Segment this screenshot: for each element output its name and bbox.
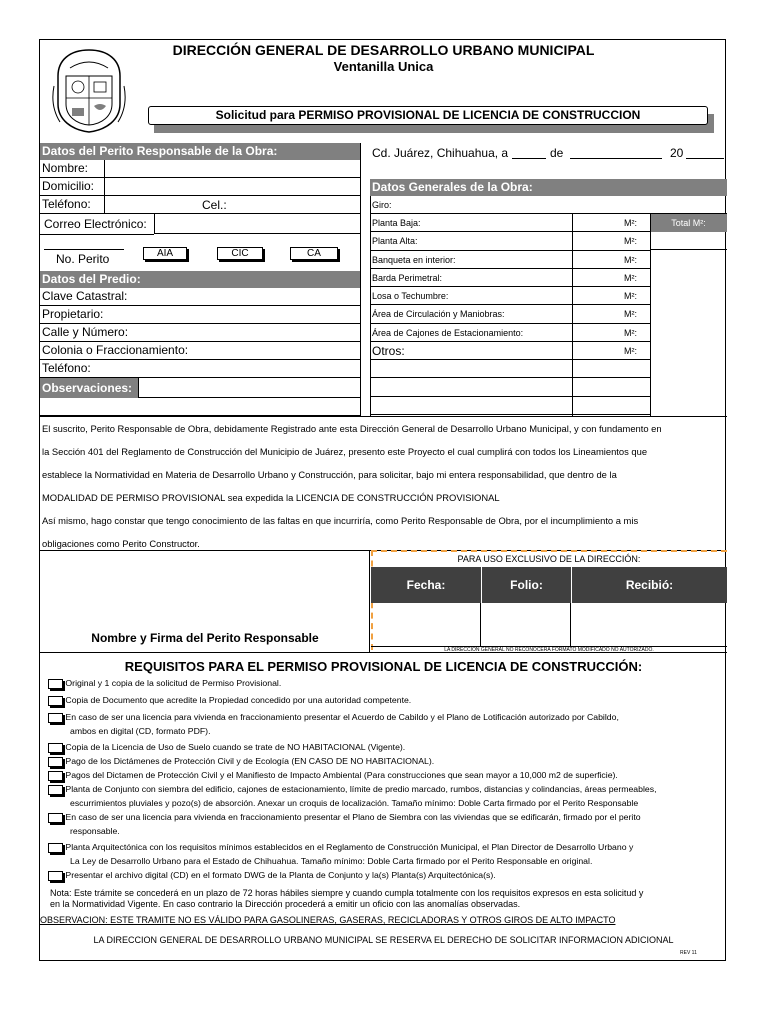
- colonia-label: Colonia o Fraccionamiento:: [42, 343, 189, 357]
- obra-empty-row[interactable]: [370, 378, 650, 396]
- nota-line: en la Normatividad Vigente. En caso contrario la Dirección procederá a emitir un oficio con las anomalías observadas.: [50, 899, 521, 909]
- obra-row[interactable]: [370, 287, 650, 305]
- predio-section-header: Datos del Predio:: [40, 271, 360, 288]
- declaration-line: obligaciones como Perito Constructor.: [42, 538, 200, 549]
- total-m2-field[interactable]: [650, 232, 727, 250]
- declaration: [42, 417, 724, 555]
- domicilio-field[interactable]: [104, 178, 360, 196]
- obra-row-label: Banqueta en interior:: [372, 254, 456, 265]
- requisitos-nota: [50, 888, 726, 910]
- de-label: de: [550, 146, 564, 160]
- obra-row[interactable]: [370, 342, 650, 360]
- checkbox-icon[interactable]: [48, 771, 63, 781]
- day-field[interactable]: [512, 158, 546, 159]
- obra-row-m2-label: M²:: [624, 345, 637, 356]
- correo-label: Correo Electrónico:: [44, 217, 147, 231]
- checkbox-icon[interactable]: [48, 696, 63, 706]
- req-item: [48, 768, 724, 782]
- folio-header: Folio:: [481, 567, 571, 603]
- req-item: [48, 693, 724, 707]
- checkbox-icon[interactable]: [48, 871, 63, 881]
- perito-number-line: [44, 249, 124, 250]
- req-text: Original y 1 copia de la solicitud de Permiso Provisional.: [65, 678, 282, 688]
- obra-row[interactable]: [370, 324, 650, 342]
- req-item: [48, 810, 724, 824]
- declaration-line: establece la Normatividad en Materia de Desarrollo Urbano y Construcción, para solicitar, bajo mi entera responsabilidad, que dentro de la: [42, 469, 617, 480]
- obra-row[interactable]: [370, 251, 650, 269]
- req-continuation: responsable.: [70, 826, 120, 836]
- req-text: Copia de Documento que acredite la Propiedad concedido por una autoridad competente.: [65, 695, 412, 705]
- req-item: [48, 740, 724, 754]
- clave-catastral-field[interactable]: [40, 288, 360, 306]
- req-text: Copia de la Licencia de Uso de Suelo cuando se trate de NO HABITACIONAL (Vigente).: [65, 742, 406, 752]
- predio-telefono-label: Teléfono:: [42, 361, 91, 375]
- req-text: En caso de ser una licencia para vivienda en fraccionamiento presentar el Acuerdo de Cabildo y el Plano de Lotificación autorizado por Cabildo,: [65, 712, 619, 722]
- observaciones-line[interactable]: [40, 398, 360, 416]
- observaciones-field[interactable]: [138, 378, 360, 398]
- folio-field[interactable]: [481, 603, 571, 647]
- nombre-label: Nombre:: [42, 161, 89, 175]
- obra-row-m2-label: M²:: [624, 254, 637, 265]
- signature-label: Nombre y Firma del Perito Responsable: [91, 631, 319, 645]
- obra-row-label: Losa o Techumbre:: [372, 291, 449, 301]
- obra-row-label: Área de Circulación y Maniobras:: [372, 309, 505, 320]
- obra-row-label: Barda Perimetral:: [372, 272, 443, 283]
- cic-checkbox[interactable]: CIC: [217, 247, 263, 260]
- permit-form: [39, 39, 726, 961]
- observacion-note: OBSERVACION: ESTE TRAMITE NO ES VÁLIDO PARA GASOLINERAS, GASERAS, RECICLADORAS Y OTROS GIROS DE ALTO IMPACTO: [40, 915, 616, 925]
- checkbox-icon[interactable]: [48, 757, 63, 767]
- obra-row[interactable]: [370, 269, 650, 287]
- requisitos-list: [48, 676, 724, 882]
- observaciones-label: Observaciones:: [40, 378, 138, 398]
- recibio-header: Recibió:: [571, 567, 727, 603]
- giro-label: Giro:: [372, 200, 392, 210]
- fecha-field[interactable]: [371, 603, 481, 647]
- form-title: Solicitud para PERMISO PROVISIONAL DE LICENCIA DE CONSTRUCCION: [148, 106, 708, 125]
- req-continuation: La Ley de Desarrollo Urbano para el Estado de Chihuahua. Tamaño mínimo: Doble Carta firmado por el Perito Responsable en original.: [70, 856, 593, 866]
- obra-row[interactable]: [370, 214, 650, 232]
- obra-row-label: Planta Alta:: [372, 236, 418, 247]
- revision-label: REV 11: [680, 950, 697, 956]
- divider: [40, 234, 154, 235]
- req-item: [48, 840, 724, 854]
- req-text: En caso de ser una licencia para vivienda en fraccionamiento presentar el Plano de Siembra con las viviendas que se edificarán, firmado por el perito: [65, 812, 641, 822]
- total-m2-label: Total M²:: [650, 214, 727, 232]
- declaration-line: MODALIDAD DE PERMISO PROVISIONAL sea expedida la LICENCIA DE CONSTRUCCIÓN PROVISIONAL: [42, 492, 500, 503]
- domicilio-label: Domicilio:: [42, 179, 95, 193]
- obra-row-m2-label: M²:: [624, 218, 637, 228]
- obra-section-header: Datos Generales de la Obra:: [370, 179, 727, 196]
- obra-row-m2-label: M²:: [624, 236, 637, 247]
- req-continuation: escurrimientos pluviales y pozo(s) de absorción. Anexar un croquis de localización. Tamaño mínimo: Doble Carta firmado por el Perito Responsable: [70, 798, 639, 808]
- checkbox-icon[interactable]: [48, 679, 63, 689]
- req-continuation: ambos en digital (CD, formato PDF).: [70, 726, 211, 736]
- header-subtitle: Ventanilla Unica: [333, 59, 434, 74]
- reserva-note: LA DIRECCION GENERAL DE DESARROLLO URBANO MUNICIPAL SE RESERVA EL DERECHO DE SOLICITAR INFORMACION ADICIONAL: [93, 935, 674, 945]
- req-text: Pagos del Dictamen de Protección Civil y el Manifiesto de Impacto Ambiental (Para construcciones que sean mayor a 10,000 m2 de superficie).: [65, 770, 618, 780]
- checkbox-icon[interactable]: [48, 713, 63, 723]
- obra-row-label: Planta Baja:: [372, 218, 421, 228]
- cel-label: Cel.:: [202, 198, 227, 212]
- req-text: Pago de los Dictámenes de Protección Civil y de Ecología (EN CASO DE NO HABITACIONAL).: [65, 756, 435, 766]
- req-text: Planta Arquitectónica con los requisitos mínimos establecidos en el Reglamento de Construcción Municipal, el Plan Director de Desarrollo Urbano y: [65, 842, 634, 852]
- ciudad-label: Cd. Juárez, Chihuahua, a: [372, 146, 509, 160]
- nota-line: Nota: Este trámite se concederá en un plazo de 72 horas hábiles siempre y cuando cumpla totalmente con los requisitos expresos en esta solicitud y: [50, 888, 644, 898]
- anio-label: 20: [670, 146, 684, 160]
- obra-row-label: Área de Cajones de Estacionamiento:: [372, 327, 524, 338]
- obra-row[interactable]: [370, 305, 650, 323]
- req-text: Presentar el archivo digital (CD) en el formato DWG de la Planta de Conjunto y la(s) Planta(s) Arquitectónica(s).: [65, 870, 496, 880]
- obra-row-m2-label: M²:: [624, 272, 637, 283]
- colonia-field[interactable]: [40, 342, 360, 360]
- divider: [40, 652, 727, 653]
- predio-telefono-field[interactable]: [40, 360, 360, 378]
- req-item: [48, 710, 724, 724]
- month-field[interactable]: [570, 158, 662, 159]
- obra-row-m2-label: M²:: [624, 309, 637, 320]
- declaration-line: Así mismo, hago constar que tengo conocimiento de las faltas en que incurriría, como Perito Responsable de Obra, por el incumplimiento a mis: [42, 515, 639, 526]
- aia-checkbox[interactable]: AIA: [143, 247, 187, 260]
- year-field[interactable]: [686, 158, 724, 159]
- obra-empty-row[interactable]: [370, 360, 650, 378]
- nombre-field[interactable]: [104, 160, 360, 178]
- checkbox-icon[interactable]: [48, 785, 63, 795]
- checkbox-icon[interactable]: [48, 813, 63, 823]
- declaration-line: El suscrito, Perito Responsable de Obra, debidamente Registrado ante esta Dirección General de Desarrollo Urbano Municipal, y con fundamento en: [42, 423, 662, 434]
- req-item: [48, 868, 724, 882]
- column-divider: [360, 143, 361, 416]
- obra-row-m2-label: M²:: [624, 291, 637, 301]
- propietario-field[interactable]: [40, 306, 360, 324]
- obra-row-m2-label: M²:: [624, 327, 637, 338]
- clave-catastral-label: Clave Catastral:: [42, 289, 128, 303]
- requisitos-title: REQUISITOS PARA EL PERMISO PROVISIONAL DE LICENCIA DE CONSTRUCCIÓN:: [124, 659, 643, 674]
- recibio-field[interactable]: [571, 603, 727, 647]
- fecha-header: Fecha:: [371, 567, 481, 603]
- propietario-label: Propietario:: [42, 307, 104, 321]
- req-item: [48, 782, 724, 796]
- obra-right-border: [650, 214, 651, 416]
- telefono-field[interactable]: [104, 196, 360, 214]
- checkbox-icon[interactable]: [48, 843, 63, 853]
- no-perito-label: No. Perito: [56, 252, 110, 266]
- header-title: DIRECCIÓN GENERAL DE DESARROLLO URBANO MUNICIPAL: [172, 42, 595, 58]
- obra-row[interactable]: [370, 232, 650, 250]
- giro-field[interactable]: [370, 196, 727, 214]
- obra-empty-row[interactable]: [370, 397, 650, 415]
- req-item: [48, 754, 724, 768]
- checkbox-icon[interactable]: [48, 743, 63, 753]
- calle-numero-field[interactable]: [40, 324, 360, 342]
- ca-checkbox[interactable]: CA: [290, 247, 338, 260]
- perito-section-header: Datos del Perito Responsable de la Obra:: [40, 143, 360, 160]
- req-item: [48, 676, 724, 690]
- calle-numero-label: Calle y Número:: [42, 325, 129, 339]
- official-use-note: LA DIRECCION GENERAL NO RECONOCERA FORMATO MODIFICADO NO AUTORIZADO.: [444, 647, 654, 653]
- obra-row-label: Otros:: [372, 343, 405, 358]
- telefono-label: Teléfono:: [42, 197, 91, 211]
- req-text: Planta de Conjunto con siembra del edificio, cajones de estacionamiento, límite de predio marcado, rumbos, distancias y colindancias, áreas permeables,: [65, 784, 657, 794]
- declaration-line: la Sección 401 del Reglamento de Construcción del Municipio de Juárez, presento este Proyecto el cual cumplirá con todos los Lineamientos que: [42, 446, 648, 457]
- official-use-title: PARA USO EXCLUSIVO DE LA DIRECCIÓN:: [457, 554, 641, 564]
- correo-field[interactable]: [154, 214, 360, 234]
